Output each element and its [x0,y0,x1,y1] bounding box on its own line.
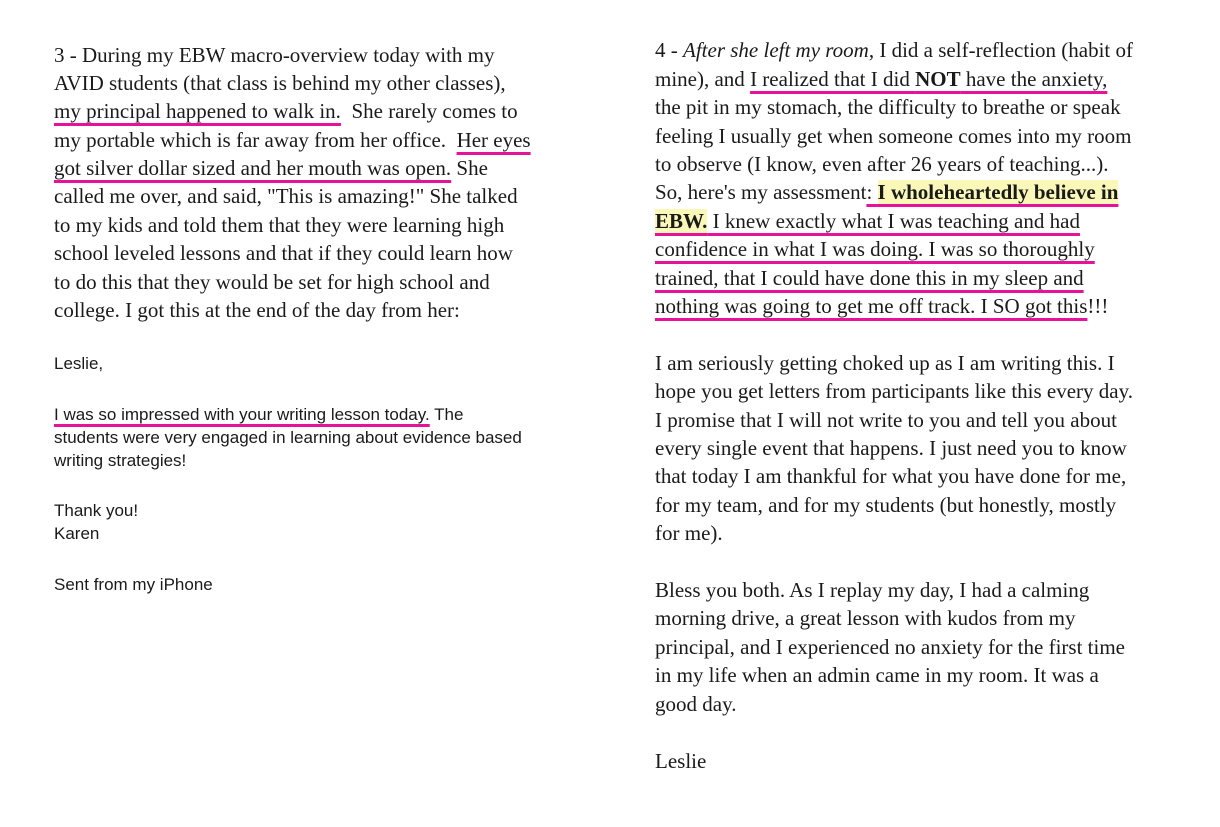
email-line: students were very engaged in learning about evidence based [54,428,522,447]
email-line [54,403,463,426]
italic-text: After she left my room [683,38,869,62]
text-segment: my portable which is far away from her office. [54,128,457,152]
email-line: writing strategies! [54,451,187,470]
text-segment: !!! [1087,294,1109,318]
text-line: to observe (I know, even after 26 years of teaching...). [655,152,1109,176]
underlined-text: I was so impressed with your writing lesson today. [54,405,430,424]
text-segment: She [451,156,488,180]
text-line: 3 - During my EBW macro-overview today with my [54,43,495,67]
text-line: in my life when an admin came in my room. It was a [655,663,1099,687]
underlined-text [750,67,1107,91]
email-sent-from: Sent from my iPhone [54,575,213,594]
text-line [655,264,1084,292]
underlined-text: trained, that I could have done this in my sleep and [655,266,1084,290]
underlined-text: Her eyes [456,128,531,152]
text-line: AVID students (that class is behind my other classes), [54,71,506,95]
email-greeting: Leslie, [54,354,104,373]
text-line: hope you get letters from participants like this every day. [655,379,1133,403]
text-segment: She rarely comes to [340,99,518,123]
text-line [655,207,1080,235]
bold-text: NOT [915,67,961,91]
text-segment: I realized that I did [750,67,916,91]
text-line [655,292,1108,320]
text-line: good day. [655,692,737,716]
underlined-text: confidence in what I was doing. I was so thoroughly [655,237,1095,261]
text-line: to my kids and told them that they were learning high [54,213,505,237]
text-line: Bless you both. As I replay my day, I had a calming [655,578,1090,602]
text-line [54,126,531,154]
highlighted-text: I wholeheartedly believe in [877,180,1119,204]
underlined-text [866,180,1118,204]
text-line: I promise that I will not write to you and tell you about [655,408,1117,432]
text-line: college. I got this at the end of the day from her: [54,298,460,322]
text-line: morning drive, a great lesson with kudos from my [655,606,1076,630]
underlined-text: got silver dollar sized and her mouth was open. [54,156,452,180]
text-line [655,235,1095,263]
email-signature: Karen [54,524,100,543]
text-line: for my team, and for my students (but honestly, mostly [655,493,1117,517]
text-line [655,36,1133,64]
underlined-text: my principal happened to walk in. [54,99,341,123]
text-segment: The [429,405,464,424]
text-segment: mine), and [655,67,751,91]
underlined-text: nothing was going to get me off track. I SO got this [655,294,1088,318]
text-line [655,178,1118,206]
text-segment: have the anxiety, [960,67,1108,91]
text-line: feeling I usually get when someone comes into my room [655,124,1132,148]
highlighted-text: EBW. [655,209,708,233]
text-line: I am seriously getting choked up as I am writing this. I [655,351,1115,375]
text-line: that today I am thankful for what you have done for me, [655,464,1127,488]
signoff: Leslie [655,749,707,773]
text-line: the pit in my stomach, the difficulty to breathe or speak [655,95,1121,119]
text-line: every single event that happens. I just need you to know [655,436,1127,460]
text-segment: So, here's my assessment [655,180,867,204]
email-thanks: Thank you! [54,501,139,520]
text-line: for me). [655,521,723,545]
text-line [54,97,518,125]
text-line: to do this that they would be set for high school and [54,270,490,294]
text-line: called me over, and said, "This is amazing!" She talked [54,184,518,208]
text-segment: , I did a self-reflection (habit of [868,38,1133,62]
text-line [54,154,488,182]
text-line [655,65,1107,93]
text-segment: : [866,180,878,204]
text-segment: 4 - [655,38,683,62]
underlined-text [655,209,1080,233]
text-line: principal, and I experienced no anxiety for the first time [655,635,1125,659]
text-line: school leveled lessons and that if they could learn how [54,241,513,265]
text-segment: I knew exactly what I was teaching and had [707,209,1080,233]
